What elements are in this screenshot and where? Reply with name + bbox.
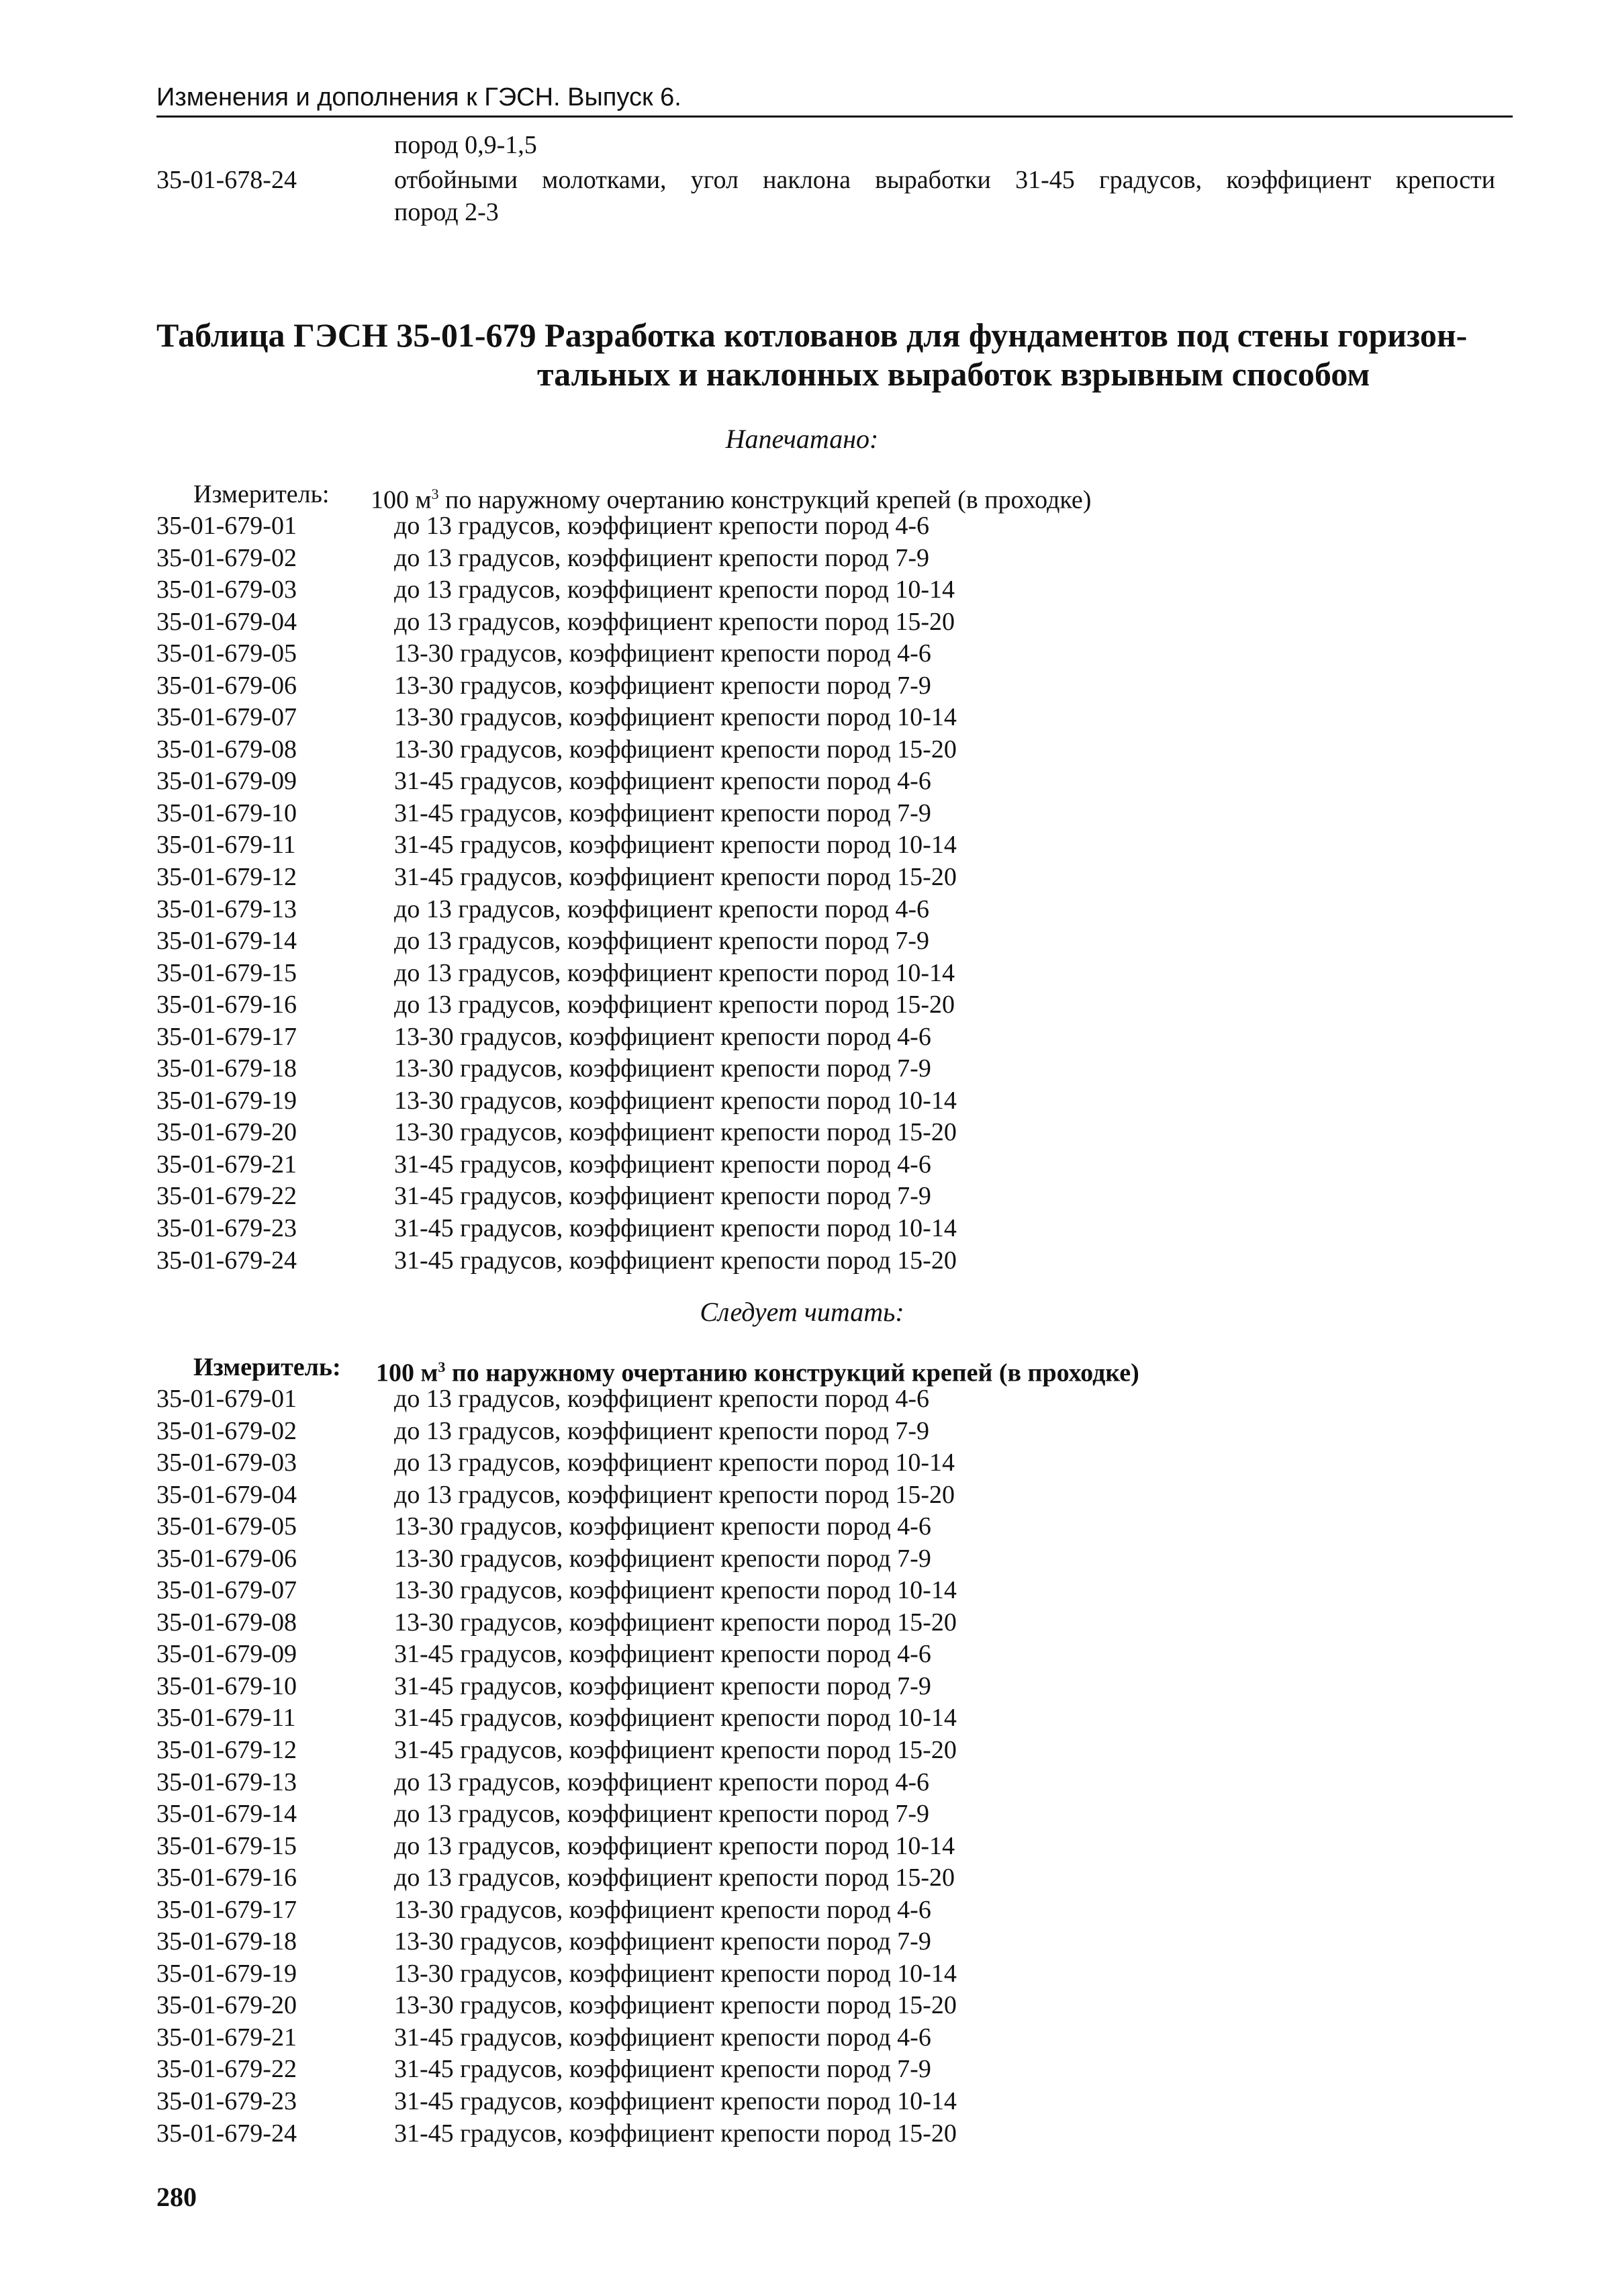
row-code: 35-01-679-09 (156, 767, 297, 796)
row-description: до 13 градусов, коэффициент крепости пород 10-14 (394, 1831, 955, 1860)
row-description: 31-45 градусов, коэффициент крепости пород 7-9 (394, 2055, 931, 2084)
row-description: до 13 градусов, коэффициент крепости пород 15-20 (394, 991, 955, 1019)
table-title-line1: Таблица ГЭСН 35-01-679 Разработка котлованов для фундаментов под стены горизон- (156, 316, 1468, 354)
row-description: 13-30 градусов, коэффициент крепости пород 7-9 (394, 671, 931, 700)
row-description: 13-30 градусов, коэффициент крепости пород 7-9 (394, 1054, 931, 1083)
row-code: 35-01-679-22 (156, 2055, 297, 2084)
table-title-line2: тальных и наклонных выработок взрывным способом (537, 355, 1370, 393)
row-description: 13-30 градусов, коэффициент крепости пород 10-14 (394, 1086, 957, 1115)
row-description: 31-45 градусов, коэффициент крепости пород 15-20 (394, 1736, 957, 1765)
row-description: 13-30 градусов, коэффициент крепости пород 4-6 (394, 1895, 931, 1924)
row-code: 35-01-679-23 (156, 2087, 297, 2116)
row-code: 35-01-679-15 (156, 1831, 297, 1860)
row-code: 35-01-679-08 (156, 1608, 297, 1637)
printed-unit-label: Измеритель: (193, 480, 330, 508)
row-code: 35-01-679-24 (156, 2119, 297, 2148)
row-description: до 13 градусов, коэффициент крепости пород 7-9 (394, 927, 929, 956)
row-description: 31-45 градусов, коэффициент крепости пород 7-9 (394, 798, 931, 827)
row-description: до 13 градусов, коэффициент крепости пород 15-20 (394, 1480, 955, 1509)
row-description: до 13 градусов, коэффициент крепости пород 7-9 (394, 543, 929, 572)
printed-unit-post: по наружному очертанию конструкций крепей (в проходке) (438, 486, 1092, 514)
row-code: 35-01-679-03 (156, 576, 297, 604)
row-code: 35-01-679-01 (156, 512, 297, 540)
row-description: до 13 градусов, коэффициент крепости пород 4-6 (394, 1767, 929, 1796)
row-description: 31-45 градусов, коэффициент крепости пород 7-9 (394, 1182, 931, 1211)
row-code: 35-01-679-20 (156, 1991, 297, 2020)
row-code: 35-01-679-14 (156, 1800, 297, 1829)
row-description: 31-45 градусов, коэффициент крепости пород 7-9 (394, 1671, 931, 1700)
row-code: 35-01-679-02 (156, 543, 297, 572)
row-description: до 13 градусов, коэффициент крепости пород 15-20 (394, 607, 955, 636)
row-code: 35-01-679-07 (156, 1576, 297, 1605)
row-description: 13-30 градусов, коэффициент крепости пород 10-14 (394, 703, 957, 732)
row-code: 35-01-679-17 (156, 1895, 297, 1924)
row-description: 13-30 градусов, коэффициент крепости пород 4-6 (394, 1512, 931, 1541)
row-code: 35-01-679-19 (156, 1086, 297, 1115)
row-description: 31-45 градусов, коэффициент крепости пород 15-20 (394, 1246, 957, 1275)
should-read-unit-post: по наружному очертанию конструкций крепей (в проходке) (445, 1359, 1139, 1387)
row-description: до 13 градусов, коэффициент крепости пород 4-6 (394, 512, 929, 540)
row-code: 35-01-679-02 (156, 1416, 297, 1445)
row-code: 35-01-679-14 (156, 927, 297, 956)
row-code: 35-01-679-21 (156, 1150, 297, 1179)
printed-heading: Напечатано: (725, 424, 879, 454)
running-header: Изменения и дополнения к ГЭСН. Выпуск 6. (156, 83, 681, 111)
page-number: 280 (156, 2182, 197, 2212)
previous-entry-code: 35-01-678-24 (156, 166, 297, 194)
previous-entry-desc-line1: отбойными молотками, угол наклона выработки 31-45 градусов, коэффициент крепости (394, 166, 1495, 194)
row-description: 13-30 градусов, коэффициент крепости пород 7-9 (394, 1544, 931, 1573)
row-code: 35-01-679-18 (156, 1927, 297, 1956)
row-code: 35-01-679-12 (156, 1736, 297, 1765)
row-code: 35-01-679-11 (156, 831, 296, 860)
row-description: до 13 градусов, коэффициент крепости пород 10-14 (394, 576, 955, 604)
row-description: 31-45 градусов, коэффициент крепости пород 4-6 (394, 767, 931, 796)
row-code: 35-01-679-05 (156, 1512, 297, 1541)
row-code: 35-01-679-19 (156, 1959, 297, 1988)
row-description: 13-30 градусов, коэффициент крепости пород 7-9 (394, 1927, 931, 1956)
should-read-unit-label: Измеритель: (193, 1353, 341, 1381)
row-description: до 13 градусов, коэффициент крепости пород 15-20 (394, 1864, 955, 1892)
previous-entry-tail: пород 0,9-1,5 (394, 131, 537, 159)
row-code: 35-01-679-12 (156, 863, 297, 892)
row-description: 31-45 градусов, коэффициент крепости пород 10-14 (394, 831, 957, 860)
row-description: 31-45 градусов, коэффициент крепости пород 10-14 (394, 1214, 957, 1243)
printed-unit-pre: 100 м (371, 486, 432, 514)
row-description: до 13 градусов, коэффициент крепости пород 10-14 (394, 958, 955, 987)
row-description: 13-30 градусов, коэффициент крепости пород 4-6 (394, 639, 931, 668)
row-code: 35-01-679-16 (156, 991, 297, 1019)
row-code: 35-01-679-24 (156, 1246, 297, 1275)
row-code: 35-01-679-13 (156, 1767, 297, 1796)
should-read-heading: Следует читать: (700, 1297, 904, 1327)
should-read-unit-pre: 100 м (376, 1359, 438, 1387)
row-code: 35-01-679-10 (156, 798, 297, 827)
row-description: 31-45 градусов, коэффициент крепости пород 4-6 (394, 1640, 931, 1669)
row-code: 35-01-679-13 (156, 894, 297, 923)
row-description: до 13 градусов, коэффициент крепости пород 7-9 (394, 1800, 929, 1829)
row-code: 35-01-679-10 (156, 1671, 297, 1700)
row-code: 35-01-679-18 (156, 1054, 297, 1083)
row-code: 35-01-679-03 (156, 1449, 297, 1477)
previous-entry-desc-line2: пород 2-3 (394, 198, 499, 226)
row-code: 35-01-679-04 (156, 607, 297, 636)
row-description: 13-30 градусов, коэффициент крепости пород 15-20 (394, 1608, 957, 1637)
row-code: 35-01-679-21 (156, 2023, 297, 2052)
row-description: 13-30 градусов, коэффициент крепости пород 10-14 (394, 1959, 957, 1988)
row-description: 13-30 градусов, коэффициент крепости пород 4-6 (394, 1022, 931, 1051)
row-code: 35-01-679-06 (156, 671, 297, 700)
row-description: 13-30 градусов, коэффициент крепости пород 15-20 (394, 1118, 957, 1147)
row-description: 31-45 градусов, коэффициент крепости пород 15-20 (394, 863, 957, 892)
row-description: 31-45 градусов, коэффициент крепости пород 10-14 (394, 2087, 957, 2116)
row-code: 35-01-679-22 (156, 1182, 297, 1211)
row-description: 13-30 градусов, коэффициент крепости пород 10-14 (394, 1576, 957, 1605)
row-description: 31-45 градусов, коэффициент крепости пород 4-6 (394, 1150, 931, 1179)
row-description: до 13 градусов, коэффициент крепости пород 10-14 (394, 1449, 955, 1477)
printed-unit-sup: 3 (431, 486, 439, 502)
row-description: до 13 градусов, коэффициент крепости пород 4-6 (394, 894, 929, 923)
table-title (156, 316, 1503, 394)
row-description: до 13 градусов, коэффициент крепости пород 7-9 (394, 1416, 929, 1445)
row-code: 35-01-679-17 (156, 1022, 297, 1051)
row-code: 35-01-679-23 (156, 1214, 297, 1243)
row-code: 35-01-679-08 (156, 735, 297, 764)
row-code: 35-01-679-15 (156, 958, 297, 987)
row-description: до 13 градусов, коэффициент крепости пород 4-6 (394, 1385, 929, 1413)
row-code: 35-01-679-01 (156, 1385, 297, 1413)
row-code: 35-01-679-16 (156, 1864, 297, 1892)
row-description: 31-45 градусов, коэффициент крепости пород 10-14 (394, 1704, 957, 1733)
row-code: 35-01-679-04 (156, 1480, 297, 1509)
row-description: 13-30 градусов, коэффициент крепости пород 15-20 (394, 1991, 957, 2020)
row-code: 35-01-679-05 (156, 639, 297, 668)
row-code: 35-01-679-11 (156, 1704, 296, 1733)
row-code: 35-01-679-06 (156, 1544, 297, 1573)
row-description: 31-45 градусов, коэффициент крепости пород 4-6 (394, 2023, 931, 2052)
row-code: 35-01-679-20 (156, 1118, 297, 1147)
row-description: 13-30 градусов, коэффициент крепости пород 15-20 (394, 735, 957, 764)
row-code: 35-01-679-09 (156, 1640, 297, 1669)
row-description: 31-45 градусов, коэффициент крепости пород 15-20 (394, 2119, 957, 2148)
row-code: 35-01-679-07 (156, 703, 297, 732)
should-read-unit-sup: 3 (438, 1359, 446, 1375)
header-rule (156, 116, 1513, 118)
